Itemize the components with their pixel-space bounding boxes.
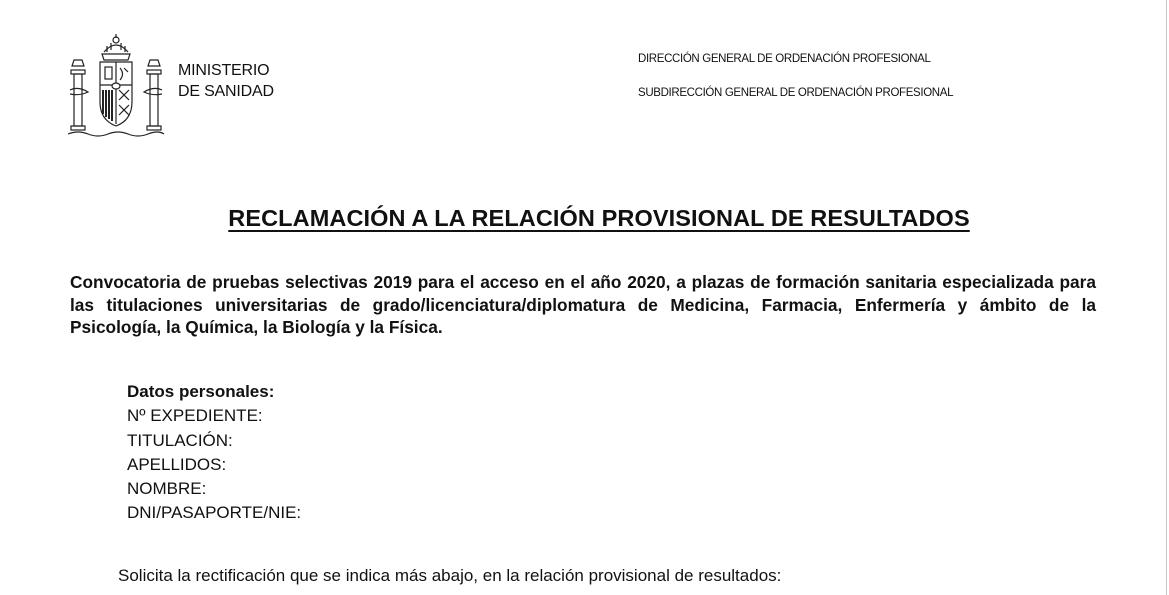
field-expediente: Nº EXPEDIENTE: — [127, 406, 263, 426]
field-apellidos: APELLIDOS: — [127, 454, 227, 474]
page-edge-divider — [1166, 0, 1167, 595]
ministry-name — [178, 60, 274, 102]
convocatoria-paragraph: Convocatoria de pruebas selectivas 2019 para el acceso en el año 2020, a plazas de formación sanitaria especializada para las titulaciones universitarias de grado/licenciatura/diplomatura de Medicina, Farmacia, Enfermería y ámbito de la Psicología, la Química, la Biología y la Física. — [70, 272, 1096, 337]
coat-of-arms-of-spain-icon — [66, 30, 166, 142]
datos-personales-heading: Datos personales: — [127, 382, 275, 401]
document-title: RECLAMACIÓN A LA RELACIÓN PROVISIONAL DE RESULTADOS — [228, 205, 970, 231]
department-header — [638, 53, 953, 99]
direccion-general: DIRECCIÓN GENERAL DE ORDENACIÓN PROFESIONAL — [638, 53, 931, 65]
field-titulacion: TITULACIÓN: — [127, 430, 233, 450]
field-dni: DNI/PASAPORTE/NIE: — [127, 503, 302, 523]
solicita-paragraph: Solicita la rectificación que se indica más abajo, en la relación provisional de resultados: — [118, 566, 782, 585]
ministry-line-2: DE SANIDAD — [178, 83, 274, 100]
subdireccion-general: SUBDIRECCIÓN GENERAL DE ORDENACIÓN PROFESIONAL — [638, 87, 954, 99]
ministry-line-1: MINISTERIO — [178, 62, 270, 79]
datos-personales-section — [127, 380, 301, 526]
field-nombre: NOMBRE: — [127, 479, 207, 499]
